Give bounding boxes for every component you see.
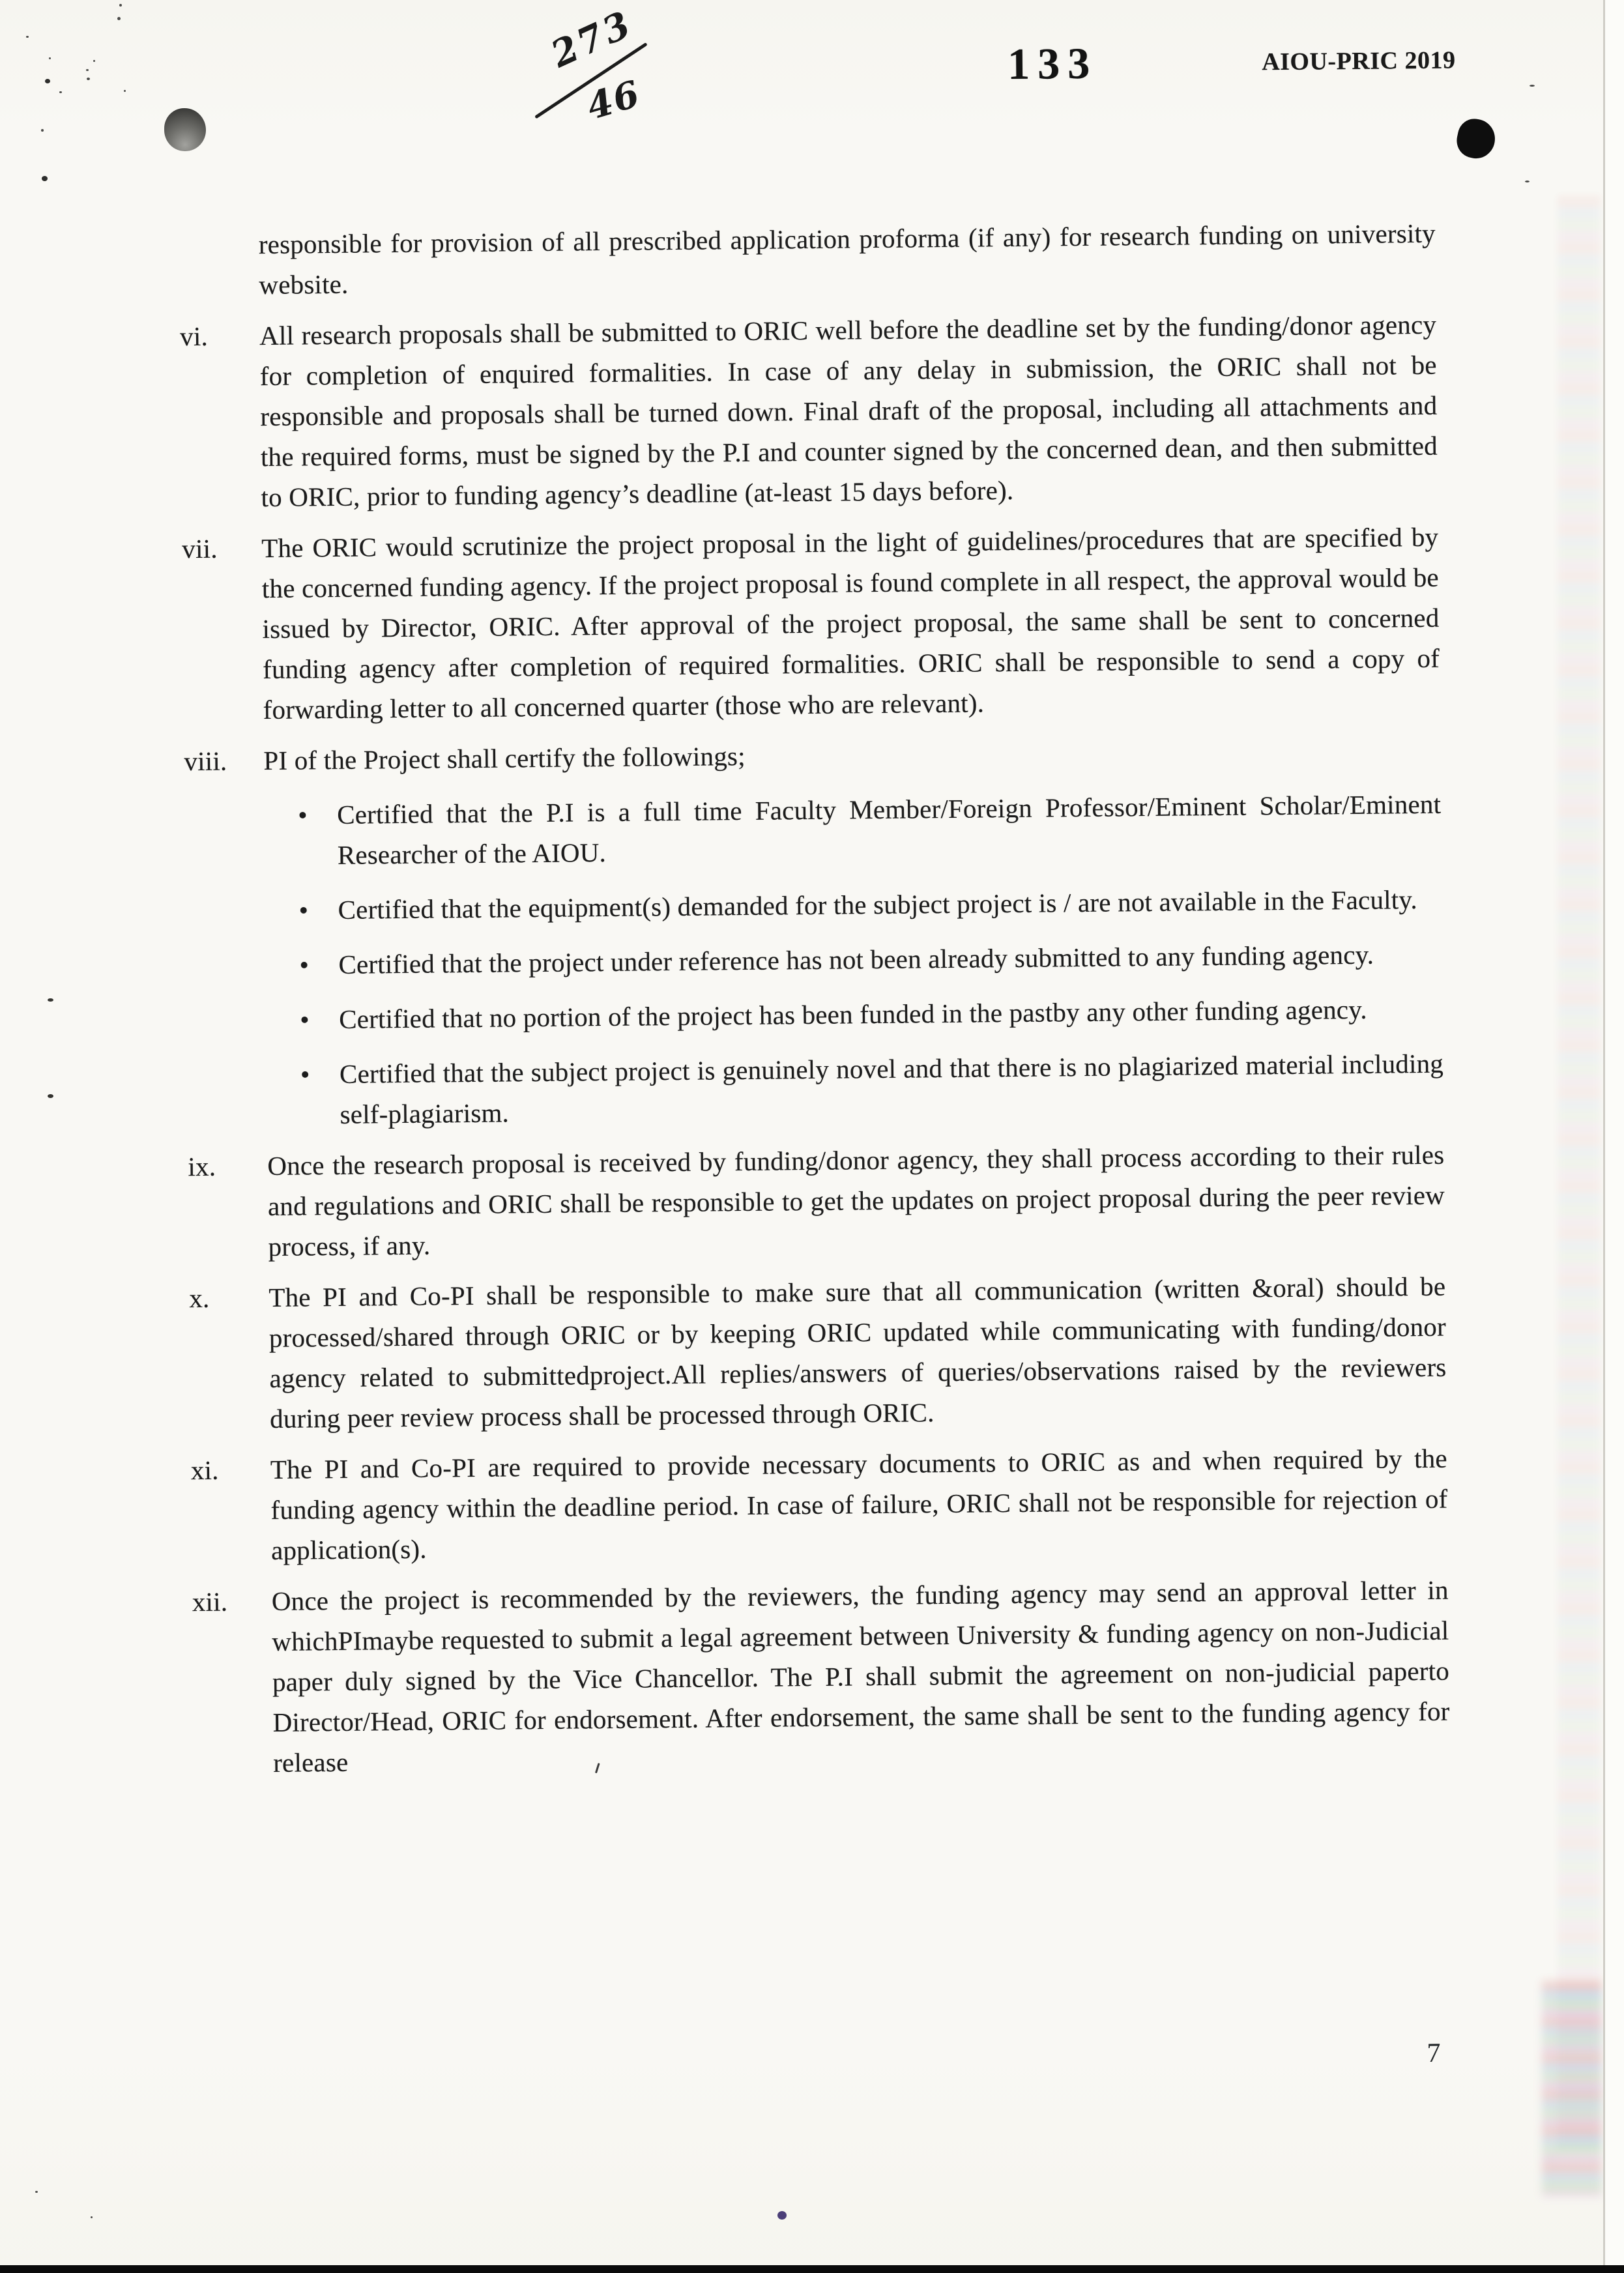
certification-bullet-list (264, 784, 1444, 1135)
scan-speck (117, 17, 121, 20)
bullet-item (264, 784, 1442, 876)
item-number: vii. (182, 533, 218, 564)
item-number: vi. (179, 321, 209, 352)
scan-bottom-black-band (0, 2265, 1624, 2273)
bullet-text: Certified that the subject project is genuinely novel and that there is no plagiarized material including self-plagiarism. (339, 1048, 1444, 1129)
bullet-text: Certified that the P.I is a full time Faculty Member/Foreign Professor/Eminent Scholar/Eminent Researcher of the AIOU. (337, 789, 1442, 870)
scan-speck (41, 129, 44, 132)
scan-speck (48, 998, 53, 1002)
paragraph-intro-continuation: responsible for provision of all prescribed application proforma (if any) for research funding on university website. (258, 218, 1436, 300)
item-text: The ORIC would scrutinize the project proposal in the light of guidelines/procedures that are specified by the concerned funding agency. If the project proposal is found complete in all respect, the approval would be issued by Director, ORIC. After approval of the project proposal, the same shall be sent to concerned funding agency after completion of required formalities. ORIC shall be responsible to send a copy of forwarding letter to all concerned quarter (those who are relevant). (261, 521, 1440, 725)
bullet-item (267, 1043, 1444, 1135)
scan-speck (86, 69, 89, 71)
page-edge-strip (1605, 0, 1624, 2273)
document-reference: AIOU-PRIC 2019 (1262, 46, 1456, 76)
bullet-text: Certified that the equipment(s) demanded for the subject project is / are not available in the Faculty. (338, 884, 1418, 925)
bullet-item (265, 879, 1442, 931)
document-body (179, 213, 1451, 1783)
list-item-xii (192, 1570, 1451, 1783)
item-text: PI of the Project shall certify the followings; (263, 740, 746, 776)
list-item-vii (182, 517, 1440, 730)
scan-speck (93, 60, 95, 62)
page-edge-line (1603, 0, 1605, 2273)
scan-speck (119, 4, 122, 7)
scan-speck (1525, 181, 1530, 182)
item-text: The PI and Co-PI are required to provide necessary documents to ORIC as and when required by the funding agency within the deadline period. In case of failure, ORIC shall not be responsible for rejection of application(s). (270, 1443, 1448, 1565)
scan-speck (1530, 85, 1535, 87)
scan-speck (48, 1094, 53, 1098)
bullet-marker: • (298, 800, 308, 830)
scan-speck (26, 36, 29, 38)
scan-color-noise-strip (1558, 195, 1601, 2150)
scan-speck (87, 78, 90, 80)
item-text: Once the project is recommended by the reviewers, the funding agency may send an approval letter in whichPImaybe requested to submit a legal agreement between University & funding agency on non-Judicial paper duly signed by the Vice Chancellor. The P.I shall submit the agreement on non-judicial paperto Director/Head, ORIC for endorsement. After endorsement, the same shall be sent to the funding agency for release (271, 1574, 1450, 1778)
item-text: The PI and Co-PI shall be responsible to make sure that all communication (written &oral) should be processed/shared through ORIC or by keeping ORIC updated while communicating with funding/donor agency related to submittedproject.All replies/answers of queries/observations raised by the reviewers during peer review process shall be processed through ORIC. (268, 1271, 1447, 1434)
page-stamp-number: 133 (1007, 38, 1098, 89)
ink-dot-purple (777, 2211, 787, 2220)
hole-punch-mark-left (164, 108, 206, 151)
bullet-text: Certified that no portion of the project has been funded in the pastby any other funding agency. (339, 994, 1367, 1034)
handwritten-numerator: 273 (544, 2, 639, 76)
item-text: Once the research proposal is received by funding/donor agency, they shall process according to their rules and regulations and ORIC shall be responsible to get the updates on project proposal during the peer review process, if any. (267, 1139, 1445, 1262)
scan-color-noise-bottom-right (1542, 1981, 1602, 2196)
list-item-vi (179, 304, 1438, 517)
bullet-item (266, 989, 1443, 1040)
list-item-xi (190, 1438, 1449, 1571)
list-item-viii (184, 729, 1444, 1135)
item-number: xii. (192, 1586, 228, 1617)
scan-speck (35, 2191, 38, 2193)
list-item-ix (188, 1135, 1445, 1267)
item-number: x. (189, 1282, 210, 1314)
scan-speck (49, 57, 51, 59)
scan-speck (91, 2216, 93, 2218)
handwritten-fraction (529, 2, 673, 141)
bullet-marker: • (300, 1059, 310, 1090)
handwritten-denominator: 46 (582, 72, 646, 129)
scan-speck (45, 79, 50, 83)
item-text: All research proposals shall be submitted to ORIC well before the deadline set by the funding/donor agency for completion of enquired formalities. In case of any delay in submission, the ORIC shall not be responsible and proposals shall be turned down. Final draft of the proposal, including all attachments and the required forms, must be signed by the P.I and counter signed by the concerned dean, and then submitted to ORIC, prior to funding agency’s deadline (at-least 15 days before). (259, 309, 1438, 513)
item-number: viii. (184, 746, 227, 777)
item-number: xi. (190, 1455, 219, 1486)
scan-speck (124, 90, 126, 92)
footer-page-number: 7 (1427, 2038, 1441, 2069)
bullet-marker: • (300, 1004, 310, 1035)
bullet-item (265, 934, 1443, 985)
bullet-text: Certified that the project under reference has not been already submitted to any funding agency. (338, 939, 1374, 979)
bullet-marker: • (299, 949, 310, 980)
scan-speck (59, 91, 62, 93)
scan-speck (42, 176, 48, 181)
item-number: ix. (188, 1151, 216, 1182)
list-item-x (189, 1266, 1447, 1439)
bullet-marker: • (298, 895, 309, 925)
